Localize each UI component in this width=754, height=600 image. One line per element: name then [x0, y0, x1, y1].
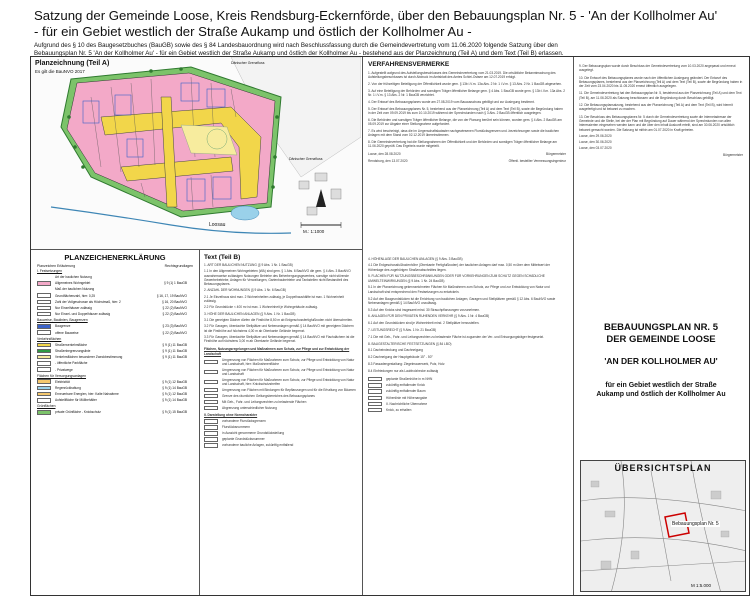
- text-b2-paragraph: 5.1 In der Planzeichnung gekennzeichneten Flächen für Maßnahmen zum Schutz, zur Pflege und zur Entwicklung von Natur und Landschaft sind entsprechend den Festsetzungen zu entwickeln.: [368, 285, 550, 294]
- legend-swatch: [204, 431, 218, 436]
- legend-swatch: [37, 306, 51, 311]
- legend-ref: § 16, 17, 19 BauNVO: [156, 293, 187, 298]
- text-b-paragraph: 2.2 Für Grundstücke < 400 m² ist max. 1 Wohneinheit je Wohngebäude zulässig.: [204, 305, 318, 310]
- legend-ref: § 23 (3) BauNVO: [162, 324, 187, 329]
- legend-ref: § 9 (1) 12 BauGB: [162, 392, 187, 397]
- procedure-notes: [362, 57, 572, 249]
- legend-swatch: [368, 389, 382, 394]
- legend-body: [31, 268, 199, 416]
- procedure-paragraph: 12. Die Bebauungsplansatzung, bestehend aus der Planzeichnung (Teil A) und dem Text (Teil B), wird hiermit ausgefertigt und ist bekannt zu machen.: [579, 103, 733, 112]
- map-label-dk2: Dänischer Grenzfluss: [231, 61, 265, 65]
- legend-swatch: [368, 396, 382, 401]
- legend-label: Straßenbegrenzungslinie: [55, 348, 91, 353]
- procedure-title: VERFAHRENSVERMERKE: [368, 61, 450, 68]
- procedure-date-5: Loose, den 03.07.2020: [579, 146, 612, 151]
- legend-label: vorhandene bauliche Anlagen, zukünftig entfallend: [222, 443, 294, 448]
- text-b2-paragraph: 5.2 Auf den Baugrundstücken ist die Errichtung von baulichen Anlagen, Garagen und Stellplätzen gemäß § 12 Abs. 6 BauNVO sowie Nebenanlagen gemäß § 14 BauNVO unzulässig.: [368, 296, 556, 305]
- legend-swatch: [204, 400, 218, 405]
- text-b2-paragraph: 7.1 Die mit Geh-, Fahr- und Leitungsrechten zu belastende Fläche ist zugunsten der Ver- und Entsorgungsträger festgesetzt.: [368, 334, 544, 339]
- legend-label: Zahl der Vollgeschosse als Höchstmaß, hier: 2: [55, 299, 121, 304]
- legend: [31, 250, 199, 595]
- procedure-date-4: Loose, den 30.06.2020: [579, 140, 612, 145]
- legend-swatch: [37, 398, 51, 403]
- title-line-3: Aufgrund des § 10 des Baugesetzbuches (BauGB) sowie des § 84 Landesbauordnung wird nach Beschlussfassung durch die Gemeindevertretung vom 11.06.2020 folgende Satzung über den: [34, 42, 558, 49]
- text-b-paragraph: 2.1 Je Einzelhaus sind max. 2 Wohneinheiten zulässig, je Doppelhaushälfte ist max. 1 Wohneinheit zulässig.: [204, 294, 344, 304]
- legend-label: Aufstellfläche für Müllbehälter: [55, 398, 97, 403]
- legend-swatch: [37, 361, 51, 366]
- procedure-sig-1: Bürgermeister: [545, 151, 566, 156]
- legend-title: PLANZEICHENERKLÄRUNG: [64, 253, 166, 262]
- legend-label: Umgrenzung von Flächen mit Bindungen für Bepflanzungen und für die Erhaltung von Bäumen: [222, 387, 356, 392]
- title-line-1: Satzung der Gemeinde Loose, Kreis Rendsburg-Eckernförde, über den Bebauungsplan Nr. 5 - 'An der Kollholmer Au': [34, 8, 718, 23]
- title-line-4: Bebauungsplan Nr. 5 'An der Kollholmer Au' - für ein Gebiet westlich der Straße Aukamp und östlich der Kollholmer Au - bestehend aus der Planzeichnung (Teil A) und dem Text (Teil B) erlassen.: [34, 50, 564, 57]
- legend-label: Elektrizität: [55, 379, 70, 384]
- text-b-paragraph: 3.2 Für Garagen, überdachte Stellplätze und Nebenanlagen gemäß § 14 BauNVO mit geneigtem Dächern ist die Firsthöhe auf höchstens 4,00 m ab Oberkante Gelände begrenzt.: [204, 324, 354, 333]
- legend-label: Grenze des räumlichen Geltungsbereiches des Bebauungsplanes: [222, 393, 315, 398]
- procedure-notes-right: [573, 57, 749, 307]
- procedure-signatures-2: [368, 159, 566, 163]
- legend-label: Maß der baulichen Nutzung: [55, 287, 95, 292]
- legend-label: Umgrenzung von Flächen für Maßnahmen zum Schutz, zur Pflege und Entwicklung von Natur und Landschaft: [222, 367, 355, 376]
- legend-swatch: [37, 330, 51, 335]
- legend-label: Baugrenze: [55, 324, 71, 329]
- legend-section-head: Grünflächen: [37, 404, 56, 409]
- legend-swatch: [204, 437, 218, 442]
- legend-label: Allgemeines Wohngebiet: [55, 281, 91, 286]
- procedure-paragraph: 9. Der Bebauungsplan wurde durch Beschluss der Gemeindevertretung vom 10.03.2020 angepasst und erneut ausgelegt.: [579, 64, 736, 73]
- legend-row: [204, 437, 356, 442]
- legend-label: Regenrückhaltung: [55, 385, 81, 390]
- plan-title-3: 'AN DER KOLLHOLMER AU': [604, 356, 718, 366]
- legend-ref: § 9 (1) 14 BauGB: [162, 398, 187, 403]
- plan-drawing-svg: [31, 57, 361, 249]
- legend-swatch: [37, 410, 51, 415]
- legend-swatch: [37, 349, 51, 354]
- legend-row: [368, 407, 566, 413]
- legend-swatch: [37, 386, 51, 391]
- text-b-paragraph: 1. ART DER BAULICHEN NUTZUNG (§ 9 Abs. 1 Nr. 1 BauGB): [204, 263, 293, 267]
- legend-ref: § 9 (1) 11 BauGB: [162, 348, 187, 353]
- title-line-2: - für ein Gebiet westlich der Straße Aukamp und östlich der Kollholmer Au -: [34, 24, 472, 39]
- legend-swatch: [37, 293, 51, 298]
- legend-swatch: [204, 370, 218, 375]
- procedure-paragraph: 13. Der Beschluss des Bebauungsplanes Nr. 5 durch die Gemeindevertretung sowie die Internetadresse der Gemeinde und die Stelle, bei der der Plan mit Begründung auf Dauer während der Sprechstunden von allen Interessierten eingesehen werden kann und die über den Inhalt Auskunft erteilt, sind am 30.06.2020 ortsüblich bekannt gemacht worden. Die Satzung ist mithin am 01.07.2020 in Kraft getreten.: [579, 114, 735, 132]
- legend-swatch: [368, 402, 382, 407]
- legend-section-head: Verkehrsflächen: [37, 336, 62, 341]
- legend-swatch: [37, 367, 51, 372]
- legend-swatch: [37, 287, 51, 292]
- legend-swatch: [204, 360, 218, 365]
- text-b-paragraph: 1.1 In den Allgemeinen Wohngebieten (WA) sind gem. § 1 Abs. 6 BauNVO die gem. § 4 Abs. 3 BauNVO ausnahmsweise zulässigen Nutzungen Betriebe des Beherbergungsgewerbes, sonstige nicht störende Gewerbebetriebe, Anlagen für Verwaltungen, Gartenbaubetriebe und Tankstellen nicht Bestandteil des Bebauungsplanes.: [204, 269, 351, 287]
- legend-row: [204, 419, 356, 424]
- procedure-paragraph: 4. Der Entwurf des Bebauungsplanes wurde am 27.08.2019 vom Bauausschuss gebilligt und zur Auslegung bestimmt.: [368, 99, 535, 104]
- legend-swatch: [204, 443, 218, 448]
- legend-ref: § 22 (2) BauNVO: [162, 312, 187, 317]
- procedure-paragraph: 2. Von der frühzeitigen Beteiligung der Öffentlichkeit wurde gem. § 13b i.V.m. 13a Abs. 2 Nr. 1 i.V.m. § 13 Abs. 2 Nr. 1 BauGB abgesehen.: [368, 82, 562, 87]
- text-b2-paragraph: 5.3 Auf den Knicks sind insgesamt mind. 30 Strauchpflanzungen vorzunehmen.: [368, 307, 480, 312]
- legend-label: Straßenverkehrsfläche: [55, 342, 88, 347]
- procedure-date-3: Loose, den 29.06.2020: [579, 133, 612, 138]
- procedure-date-2: Rendsburg, den 13.07.2020: [368, 158, 408, 163]
- legend-label: Art der baulichen Nutzung: [55, 275, 92, 280]
- text-b2-paragraphs: [368, 257, 566, 374]
- text-b2-paragraph: 8. BAUGESTALTERISCHE FESTSETZUNGEN (§ 84 LBO): [368, 341, 452, 346]
- procedure-paragraph: 7. Es wird bescheinigt, dass die im Liegenschaftskataster nachgewiesenen Flurstücksgrenzen und -bezeichnungen sowie die baulichen Anlagen mit dem Stand vom 02.12.2019 übereinstimmen.: [368, 128, 560, 138]
- legend-ref: § 9 (1) 15 BauGB: [162, 410, 187, 415]
- legend2-rows: [204, 358, 356, 411]
- overview-map: [580, 460, 746, 592]
- legend3-rows: [204, 419, 356, 448]
- legend-swatch: [37, 275, 51, 280]
- title-block: [34, 8, 749, 58]
- legend-row: [204, 388, 356, 393]
- procedure-right-paragraphs: [579, 64, 743, 132]
- legend-swatch: [368, 408, 382, 413]
- legend-label: Nur Einzel- und Doppelhäuser zulässig: [55, 312, 111, 317]
- procedure-sig-2: Öffentl. bestellter Vermessungsingenieur: [508, 158, 566, 163]
- legend-label: Abgrenzung unterschiedlicher Nutzung: [222, 405, 277, 410]
- text-part-b: [200, 250, 360, 595]
- text-b2-paragraph: 8.3 Fassadengestaltung: Ziegelmauerwerk, Putz, Holz: [368, 362, 445, 367]
- procedure-date-1: Loose, den 28.08.2020: [368, 151, 401, 156]
- text-b-paragraph: 2. ANZAHL DER WOHNUNGEN (§ 9 Abs. 1 Nr. 6 BauGB): [204, 288, 286, 293]
- map-scale: M.: 1:1000: [303, 229, 325, 234]
- text-b2-paragraph: 5. FLÄCHEN FÜR NUTZUNGSBESCHRÄNKUNGEN ODER FÜR VORKEHRUNGEN ZUM SCHUTZ GEGEN SCHÄDLICHE UMWELTEINWIRKUNGEN (§ 9 Abs. 1 Nr. 24 BauGB): [368, 274, 545, 283]
- legend-label: - öffentliche Parkfläche: [55, 361, 88, 366]
- procedure-signatures: [368, 152, 566, 156]
- legend-swatch: [37, 379, 51, 384]
- overview-label: Bebauungsplan Nr. 5: [672, 521, 719, 527]
- legend3-head: II. Darstellung ohne Normcharakter: [204, 413, 258, 418]
- procedure-right-sig: Bürgermeister: [722, 152, 743, 157]
- legend-label: Umgrenzung von Flächen für Maßnahmen zum Schutz, zur Pflege und Entwicklung von Natur und Landschaft, hier: Maßnahmenfläche: [222, 357, 355, 366]
- legend-label: zukünftig entfallender Baum: [386, 389, 426, 394]
- legend-label: private Grünfläche - Knickschutz: [55, 410, 101, 415]
- legend-label: Flurstücksnummern: [222, 425, 250, 430]
- legend-ref: § 9 (1) 11 BauGB: [162, 342, 187, 347]
- legend-swatch: [37, 324, 51, 329]
- text-b-title: Text (Teil B): [204, 254, 241, 261]
- overview-map-svg: [581, 461, 746, 592]
- text-b2-paragraph: 4.1 Die Erdgeschossfußbodenhöhe (Oberkante Fertigfußboden) der baulichen Anlagen darf max. 0,50 m über dem Mittelwert der Höhenlage des zugehörigen Straßenabschnittes liegen.: [368, 263, 550, 272]
- legend-swatch: [204, 406, 218, 411]
- legend-ref: § 9 (1) 1 BauGB: [163, 281, 187, 286]
- text-b2-paragraph: 8.2 Dachneigung der Hauptgebäude 15° - 50°: [368, 355, 433, 360]
- text-part-b-cont: [362, 250, 572, 595]
- legend-swatch: [368, 383, 382, 388]
- legend-label: Mit Geh-, Fahr- und Leitungsrechten zu belastende Flächen: [222, 399, 307, 404]
- legend-swatch: [204, 388, 218, 393]
- legend-label: geplante Grundstücksnummer: [222, 437, 265, 442]
- text-b2-legend: [368, 376, 566, 413]
- legend-ref: § 9 (1) 14 BauGB: [162, 385, 187, 390]
- legend-ref: § 22 (2) BauNVO: [162, 330, 187, 335]
- legend-row: [31, 409, 199, 415]
- legend-row: [204, 378, 356, 387]
- legend-ref: § 16, 20 BauNVO: [162, 299, 187, 304]
- procedure-paragraph: 8. Die Gemeindevertretung hat die Stellungnahmen der Öffentlichkeit und der Behörden und sonstigen Träger öffentlicher Belange am 11.06.2020 geprüft. Das Ergebnis wurde mitgeteilt.: [368, 140, 557, 149]
- legend-row: [204, 368, 356, 377]
- legend-label: Erneuerbare Energien, hier: Kalte Nahwärme: [55, 392, 119, 397]
- text-b2-paragraph: 8.1 Dacheindeckung und Dachneigung: [368, 348, 423, 353]
- legend-label: Nur Einzelhäuser zulässig: [55, 306, 92, 311]
- plan-title-2: DER GEMEINDE LOOSE: [606, 334, 716, 345]
- legend-section-head: I. Festsetzungen: [37, 269, 63, 273]
- legend-ref: § 9 (1) 12 BauGB: [162, 379, 187, 384]
- procedure-paragraph: 10. Die Entwurf des Bebauungsplanes wurde nach der öffentlichen Auslegung geändert. Der Entwurf des Bebauungsplanes, bestehend aus der Planzeichnung (Teil A) und dem Text (Teil B), sowie die Begründung haben in der Zeit vom 23.04.2020 bis 11.05.2020 erneut öffentlich ausgelegen.: [579, 75, 743, 89]
- legend-swatch: [37, 355, 51, 360]
- legend-row: [204, 358, 356, 367]
- legend-swatch: [37, 300, 51, 305]
- map-subtitle: Es gilt die BauNVO 2017: [35, 69, 85, 74]
- legend-label: Grundflächenzahl, hier: 0,25: [55, 293, 96, 298]
- legend-row: [204, 400, 356, 405]
- legend-section-head: Bauweise, Baulinien, Baugrenzen: [37, 318, 88, 323]
- legend-swatch: [204, 394, 218, 399]
- plan-title-4: für ein Gebiet westlich der Straße: [605, 382, 717, 389]
- legend-label: geplante Straßenhöhe in m NHN: [386, 377, 433, 382]
- legend-ref: § 22 (2) BauNVO: [162, 306, 187, 311]
- legend-row: [204, 443, 356, 448]
- legend-ref: § 9 (1) 11 BauGB: [162, 355, 187, 360]
- legend-label: Umgrenzung von Flächen für Maßnahmen zum Schutz, zur Pflege und Entwicklung von Natur und Landschaft, hier: Knickschutzstreifen: [222, 377, 355, 387]
- text-b-paragraph: 3.1 Die geneigten Dächer dürfen die Firsthöhe 8,50 m ab Erdgeschossfertigfußboden nicht überschreiten.: [204, 317, 354, 322]
- text-b-paragraph: 3. HÖHE DER BAULICHEN ANLAGEN (§ 9 Abs. 1 Nr. 1 BauGB): [204, 311, 296, 316]
- plan-title-5: Aukamp und östlich der Kollholmer Au: [596, 391, 726, 398]
- overview-title: ÜBERSICHTSPLAN: [614, 463, 712, 473]
- procedure-paragraph: 3. Auf eine Beteiligung der Behörden und sonstigen Träger öffentlicher Belange gem. § 4 Abs. 1 BauGB wurde gem. § 13b i.V.m. 13a Abs. 2 Nr. 1 i.V.m. § 13 Abs. 2 Nr. 1 BauGB verzichtet.: [368, 88, 566, 98]
- procedure-paragraph: 1. Aufgestellt aufgrund des Aufstellungsbeschlusses des Gemeindevertretung vom 21.03.2019. Die ortsübliche Bekanntmachung des Aufstellungsbeschlusses ist durch Abdruck im Amtsblatt des Amtes Schlei-Ostsee am 12.07.2019 erfolgt.: [368, 71, 556, 80]
- plan-drawing: [31, 57, 361, 249]
- legend-swatch: [204, 380, 218, 385]
- legend-label: Höhenlinie mit Höhenangabe: [386, 395, 428, 400]
- legend-swatch: [204, 425, 218, 430]
- legend-swatch: [204, 419, 218, 424]
- legend-col-left: Planzeichen Erläuterung: [37, 264, 76, 268]
- text-b2-paragraph: 8.4 Einfriedungen nur als Laubholzhecke zulässig: [368, 368, 439, 373]
- legend2-head: Flächen, Nutzungsregelungen und Maßnahmen zum Schutz, zur Pflege und zur Entwicklung der Landschaft: [204, 347, 350, 356]
- legend-label: zukünftig entfallender Knick: [386, 383, 425, 388]
- legend-swatch: [37, 392, 51, 397]
- text-b2-paragraph: 4. HÖHENLAGE DER BAULICHEN ANLAGEN (§ 9 Abs. 3 BauGB): [368, 256, 463, 261]
- legend-swatch: [37, 312, 51, 317]
- legend-label: Verkehrsflächen besonderer Zweckbestimmung: [55, 355, 123, 360]
- procedure-paragraphs: [368, 71, 566, 149]
- legend-label: - Privatwege: [55, 367, 73, 372]
- text-b2-paragraph: 6.1 Auf den Grundstücken sind je Wohneinheit mind. 2 Stellplätze herzustellen.: [368, 321, 480, 326]
- legend-row: [204, 431, 356, 436]
- legend-label: vorhandene Flurstücksgrenzen: [222, 419, 266, 424]
- legend-swatch: [37, 281, 51, 286]
- legend-row: [204, 425, 356, 430]
- map-label-dk1: Dänischer Grenzfluss: [289, 157, 323, 161]
- legend-col-right: Rechtsgrundlagen: [164, 264, 193, 268]
- text-b2-paragraph: 6. ANLAGEN FÜR DEN PRIVATEN RUHENDEN VERKEHR (§ 9 Abs. 1 Nr. 4 BauGB): [368, 314, 490, 319]
- legend-row: [204, 406, 356, 411]
- legend-row: [204, 394, 356, 399]
- plan-title-block: [575, 322, 747, 399]
- legend-section-head: Flächen für Versorgungsanlagen: [37, 373, 87, 378]
- procedure-paragraph: 6. Die Behörden und sonstigen Träger öffentlicher Belange, die von der Planung berührt sein können, wurden gem. § 4 Abs. 2 BauGB am 05.09.2019 zur Abgabe einer Stellungnahme aufgefordert.: [368, 117, 562, 127]
- overview-scale: M 1:5.000: [691, 583, 712, 588]
- text-b-paragraph: 3.3 Für Garagen, überdachte Stellplätze und Nebenanlagen gemäß § 14 BauNVO mit Flachdächern ist die Firsthöhe auf höchstens 3,00 m ab Oberkante Gelände begrenzt.: [204, 334, 355, 344]
- legend-label: in Aussicht genommene Grundstücksteilung: [222, 431, 285, 436]
- map-title: Planzeichnung (Teil A): [35, 60, 110, 67]
- text-b-paragraphs: [204, 263, 356, 343]
- plan-title-1: BEBAUUNGSPLAN NR. 5: [603, 322, 718, 333]
- map-label-loosau: Loosau: [209, 222, 226, 228]
- legend-label: II. Nachrichtliche Übernahme: [386, 401, 428, 406]
- procedure-paragraph: 11. Die Gemeindevertretung hat den Bebauungsplan Nr. 5, bestehend aus der Planzeichnung (Teil A) und dem Text (Teil B), am 11.06.2020 als Satzung beschlossen und die Begründung durch Beschluss gebilligt.: [579, 91, 742, 100]
- legend-label: Knick, zu erhalten: [386, 408, 412, 413]
- legend-swatch: [37, 343, 51, 348]
- legend-swatch: [368, 377, 382, 382]
- legend-label: offene Bauweise: [55, 330, 79, 335]
- text-b2-paragraph: 7. LEITUNGSRECHT (§ 9 Abs. 1 Nr. 21 BauGB): [368, 328, 437, 333]
- procedure-paragraph: 5. Der Entwurf des Bebauungsplanes Nr. 5, bestehend aus der Planzeichnung (Teil A) und dem Text (Teil B), sowie die Begründung haben in der Zeit vom 09.09.2019 bis zum 10.10.2019 während der Sprechstunden nach § 3 Abs. 2 BauGB öffentlich ausgelegen.: [368, 106, 563, 116]
